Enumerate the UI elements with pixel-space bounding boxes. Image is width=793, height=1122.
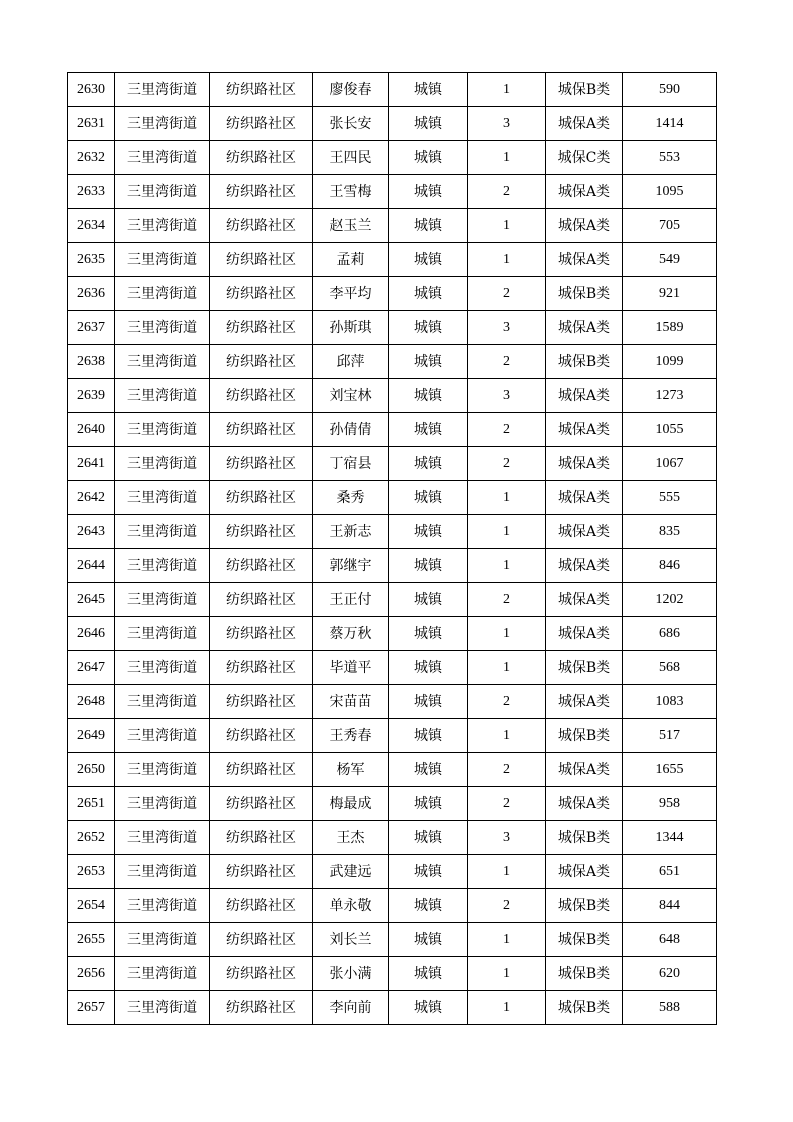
subsidy-table xyxy=(67,72,717,1025)
row-number-cell: 2641 xyxy=(68,447,115,481)
street-cell: 三里湾街道 xyxy=(115,787,210,821)
household-size-cell: 1 xyxy=(468,617,546,651)
person-name-cell: 孙倩倩 xyxy=(313,413,389,447)
community-cell: 纺织路社区 xyxy=(210,753,313,787)
community-cell: 纺织路社区 xyxy=(210,447,313,481)
community-cell: 纺织路社区 xyxy=(210,923,313,957)
area-type-cell: 城镇 xyxy=(389,821,468,855)
person-name-cell: 单永敬 xyxy=(313,889,389,923)
community-cell: 纺织路社区 xyxy=(210,345,313,379)
table-row xyxy=(68,991,717,1025)
category-cell: 城保C类 xyxy=(546,141,623,175)
area-type-cell: 城镇 xyxy=(389,855,468,889)
household-size-cell: 2 xyxy=(468,413,546,447)
amount-cell: 588 xyxy=(623,991,717,1025)
area-type-cell: 城镇 xyxy=(389,73,468,107)
street-cell: 三里湾街道 xyxy=(115,719,210,753)
area-type-cell: 城镇 xyxy=(389,583,468,617)
category-cell: 城保B类 xyxy=(546,821,623,855)
row-number-cell: 2656 xyxy=(68,957,115,991)
table-row xyxy=(68,685,717,719)
category-cell: 城保A类 xyxy=(546,175,623,209)
area-type-cell: 城镇 xyxy=(389,447,468,481)
person-name-cell: 郭继宇 xyxy=(313,549,389,583)
street-cell: 三里湾街道 xyxy=(115,413,210,447)
street-cell: 三里湾街道 xyxy=(115,243,210,277)
category-cell: 城保B类 xyxy=(546,719,623,753)
row-number-cell: 2643 xyxy=(68,515,115,549)
category-cell: 城保A类 xyxy=(546,583,623,617)
street-cell: 三里湾街道 xyxy=(115,141,210,175)
document-page xyxy=(67,72,717,1025)
community-cell: 纺织路社区 xyxy=(210,277,313,311)
household-size-cell: 1 xyxy=(468,991,546,1025)
category-cell: 城保A类 xyxy=(546,107,623,141)
table-row xyxy=(68,719,717,753)
person-name-cell: 王雪梅 xyxy=(313,175,389,209)
category-cell: 城保B类 xyxy=(546,651,623,685)
household-size-cell: 2 xyxy=(468,685,546,719)
area-type-cell: 城镇 xyxy=(389,311,468,345)
person-name-cell: 李向前 xyxy=(313,991,389,1025)
street-cell: 三里湾街道 xyxy=(115,379,210,413)
community-cell: 纺织路社区 xyxy=(210,855,313,889)
category-cell: 城保B类 xyxy=(546,923,623,957)
table-row xyxy=(68,107,717,141)
street-cell: 三里湾街道 xyxy=(115,617,210,651)
area-type-cell: 城镇 xyxy=(389,991,468,1025)
amount-cell: 958 xyxy=(623,787,717,821)
person-name-cell: 梅最成 xyxy=(313,787,389,821)
person-name-cell: 王正付 xyxy=(313,583,389,617)
category-cell: 城保B类 xyxy=(546,345,623,379)
row-number-cell: 2636 xyxy=(68,277,115,311)
table-row xyxy=(68,549,717,583)
household-size-cell: 1 xyxy=(468,73,546,107)
household-size-cell: 1 xyxy=(468,855,546,889)
row-number-cell: 2640 xyxy=(68,413,115,447)
street-cell: 三里湾街道 xyxy=(115,107,210,141)
community-cell: 纺织路社区 xyxy=(210,719,313,753)
row-number-cell: 2635 xyxy=(68,243,115,277)
household-size-cell: 3 xyxy=(468,107,546,141)
household-size-cell: 1 xyxy=(468,957,546,991)
amount-cell: 1414 xyxy=(623,107,717,141)
community-cell: 纺织路社区 xyxy=(210,821,313,855)
community-cell: 纺织路社区 xyxy=(210,787,313,821)
amount-cell: 835 xyxy=(623,515,717,549)
household-size-cell: 2 xyxy=(468,345,546,379)
person-name-cell: 张长安 xyxy=(313,107,389,141)
row-number-cell: 2648 xyxy=(68,685,115,719)
table-row xyxy=(68,583,717,617)
person-name-cell: 王四民 xyxy=(313,141,389,175)
person-name-cell: 廖俊春 xyxy=(313,73,389,107)
area-type-cell: 城镇 xyxy=(389,719,468,753)
household-size-cell: 2 xyxy=(468,175,546,209)
household-size-cell: 1 xyxy=(468,515,546,549)
category-cell: 城保A类 xyxy=(546,379,623,413)
table-row xyxy=(68,481,717,515)
amount-cell: 517 xyxy=(623,719,717,753)
person-name-cell: 杨军 xyxy=(313,753,389,787)
person-name-cell: 邱萍 xyxy=(313,345,389,379)
amount-cell: 846 xyxy=(623,549,717,583)
community-cell: 纺织路社区 xyxy=(210,379,313,413)
person-name-cell: 孟莉 xyxy=(313,243,389,277)
amount-cell: 568 xyxy=(623,651,717,685)
table-row xyxy=(68,923,717,957)
area-type-cell: 城镇 xyxy=(389,209,468,243)
row-number-cell: 2637 xyxy=(68,311,115,345)
community-cell: 纺织路社区 xyxy=(210,583,313,617)
category-cell: 城保A类 xyxy=(546,515,623,549)
community-cell: 纺织路社区 xyxy=(210,889,313,923)
area-type-cell: 城镇 xyxy=(389,753,468,787)
community-cell: 纺织路社区 xyxy=(210,617,313,651)
table-row xyxy=(68,753,717,787)
category-cell: 城保A类 xyxy=(546,549,623,583)
amount-cell: 844 xyxy=(623,889,717,923)
person-name-cell: 孙斯琪 xyxy=(313,311,389,345)
amount-cell: 1202 xyxy=(623,583,717,617)
category-cell: 城保A类 xyxy=(546,753,623,787)
amount-cell: 1655 xyxy=(623,753,717,787)
street-cell: 三里湾街道 xyxy=(115,481,210,515)
area-type-cell: 城镇 xyxy=(389,617,468,651)
community-cell: 纺织路社区 xyxy=(210,175,313,209)
category-cell: 城保B类 xyxy=(546,889,623,923)
row-number-cell: 2654 xyxy=(68,889,115,923)
street-cell: 三里湾街道 xyxy=(115,549,210,583)
community-cell: 纺织路社区 xyxy=(210,243,313,277)
row-number-cell: 2650 xyxy=(68,753,115,787)
row-number-cell: 2655 xyxy=(68,923,115,957)
household-size-cell: 1 xyxy=(468,651,546,685)
row-number-cell: 2630 xyxy=(68,73,115,107)
amount-cell: 705 xyxy=(623,209,717,243)
street-cell: 三里湾街道 xyxy=(115,311,210,345)
category-cell: 城保B类 xyxy=(546,957,623,991)
area-type-cell: 城镇 xyxy=(389,277,468,311)
row-number-cell: 2639 xyxy=(68,379,115,413)
amount-cell: 1273 xyxy=(623,379,717,413)
area-type-cell: 城镇 xyxy=(389,345,468,379)
street-cell: 三里湾街道 xyxy=(115,991,210,1025)
street-cell: 三里湾街道 xyxy=(115,753,210,787)
street-cell: 三里湾街道 xyxy=(115,685,210,719)
row-number-cell: 2644 xyxy=(68,549,115,583)
community-cell: 纺织路社区 xyxy=(210,481,313,515)
person-name-cell: 王新志 xyxy=(313,515,389,549)
row-number-cell: 2652 xyxy=(68,821,115,855)
row-number-cell: 2657 xyxy=(68,991,115,1025)
area-type-cell: 城镇 xyxy=(389,923,468,957)
amount-cell: 1055 xyxy=(623,413,717,447)
area-type-cell: 城镇 xyxy=(389,685,468,719)
area-type-cell: 城镇 xyxy=(389,243,468,277)
table-row xyxy=(68,73,717,107)
category-cell: 城保A类 xyxy=(546,855,623,889)
area-type-cell: 城镇 xyxy=(389,787,468,821)
area-type-cell: 城镇 xyxy=(389,957,468,991)
row-number-cell: 2632 xyxy=(68,141,115,175)
household-size-cell: 1 xyxy=(468,141,546,175)
household-size-cell: 2 xyxy=(468,447,546,481)
street-cell: 三里湾街道 xyxy=(115,889,210,923)
community-cell: 纺织路社区 xyxy=(210,311,313,345)
row-number-cell: 2631 xyxy=(68,107,115,141)
row-number-cell: 2653 xyxy=(68,855,115,889)
household-size-cell: 1 xyxy=(468,549,546,583)
amount-cell: 1095 xyxy=(623,175,717,209)
table-row xyxy=(68,277,717,311)
person-name-cell: 毕道平 xyxy=(313,651,389,685)
person-name-cell: 桑秀 xyxy=(313,481,389,515)
street-cell: 三里湾街道 xyxy=(115,583,210,617)
household-size-cell: 2 xyxy=(468,583,546,617)
row-number-cell: 2649 xyxy=(68,719,115,753)
category-cell: 城保B类 xyxy=(546,991,623,1025)
amount-cell: 553 xyxy=(623,141,717,175)
amount-cell: 1083 xyxy=(623,685,717,719)
person-name-cell: 王杰 xyxy=(313,821,389,855)
amount-cell: 651 xyxy=(623,855,717,889)
person-name-cell: 丁宿县 xyxy=(313,447,389,481)
amount-cell: 648 xyxy=(623,923,717,957)
household-size-cell: 1 xyxy=(468,719,546,753)
amount-cell: 1589 xyxy=(623,311,717,345)
household-size-cell: 3 xyxy=(468,379,546,413)
row-number-cell: 2638 xyxy=(68,345,115,379)
household-size-cell: 2 xyxy=(468,889,546,923)
household-size-cell: 1 xyxy=(468,243,546,277)
table-row xyxy=(68,141,717,175)
area-type-cell: 城镇 xyxy=(389,107,468,141)
amount-cell: 686 xyxy=(623,617,717,651)
row-number-cell: 2646 xyxy=(68,617,115,651)
street-cell: 三里湾街道 xyxy=(115,209,210,243)
row-number-cell: 2634 xyxy=(68,209,115,243)
street-cell: 三里湾街道 xyxy=(115,447,210,481)
table-row xyxy=(68,345,717,379)
row-number-cell: 2651 xyxy=(68,787,115,821)
table-row xyxy=(68,957,717,991)
table-row xyxy=(68,787,717,821)
table-row xyxy=(68,447,717,481)
area-type-cell: 城镇 xyxy=(389,141,468,175)
category-cell: 城保A类 xyxy=(546,787,623,821)
household-size-cell: 2 xyxy=(468,277,546,311)
person-name-cell: 蔡万秋 xyxy=(313,617,389,651)
household-size-cell: 2 xyxy=(468,753,546,787)
amount-cell: 1344 xyxy=(623,821,717,855)
table-body xyxy=(68,73,717,1025)
category-cell: 城保A类 xyxy=(546,311,623,345)
area-type-cell: 城镇 xyxy=(389,379,468,413)
person-name-cell: 刘宝林 xyxy=(313,379,389,413)
community-cell: 纺织路社区 xyxy=(210,515,313,549)
person-name-cell: 刘长兰 xyxy=(313,923,389,957)
row-number-cell: 2647 xyxy=(68,651,115,685)
community-cell: 纺织路社区 xyxy=(210,685,313,719)
row-number-cell: 2642 xyxy=(68,481,115,515)
community-cell: 纺织路社区 xyxy=(210,73,313,107)
category-cell: 城保A类 xyxy=(546,617,623,651)
household-size-cell: 1 xyxy=(468,209,546,243)
street-cell: 三里湾街道 xyxy=(115,73,210,107)
area-type-cell: 城镇 xyxy=(389,889,468,923)
category-cell: 城保B类 xyxy=(546,73,623,107)
amount-cell: 549 xyxy=(623,243,717,277)
amount-cell: 1099 xyxy=(623,345,717,379)
area-type-cell: 城镇 xyxy=(389,549,468,583)
person-name-cell: 赵玉兰 xyxy=(313,209,389,243)
table-row xyxy=(68,617,717,651)
community-cell: 纺织路社区 xyxy=(210,651,313,685)
household-size-cell: 2 xyxy=(468,787,546,821)
category-cell: 城保A类 xyxy=(546,685,623,719)
community-cell: 纺织路社区 xyxy=(210,957,313,991)
street-cell: 三里湾街道 xyxy=(115,957,210,991)
household-size-cell: 3 xyxy=(468,821,546,855)
table-row xyxy=(68,175,717,209)
table-row xyxy=(68,515,717,549)
person-name-cell: 武建远 xyxy=(313,855,389,889)
person-name-cell: 李平均 xyxy=(313,277,389,311)
community-cell: 纺织路社区 xyxy=(210,209,313,243)
area-type-cell: 城镇 xyxy=(389,651,468,685)
street-cell: 三里湾街道 xyxy=(115,277,210,311)
amount-cell: 1067 xyxy=(623,447,717,481)
community-cell: 纺织路社区 xyxy=(210,141,313,175)
street-cell: 三里湾街道 xyxy=(115,345,210,379)
street-cell: 三里湾街道 xyxy=(115,515,210,549)
amount-cell: 620 xyxy=(623,957,717,991)
street-cell: 三里湾街道 xyxy=(115,175,210,209)
category-cell: 城保A类 xyxy=(546,209,623,243)
street-cell: 三里湾街道 xyxy=(115,651,210,685)
row-number-cell: 2633 xyxy=(68,175,115,209)
person-name-cell: 张小满 xyxy=(313,957,389,991)
household-size-cell: 1 xyxy=(468,481,546,515)
table-row xyxy=(68,651,717,685)
category-cell: 城保A类 xyxy=(546,481,623,515)
category-cell: 城保A类 xyxy=(546,447,623,481)
category-cell: 城保B类 xyxy=(546,277,623,311)
household-size-cell: 3 xyxy=(468,311,546,345)
amount-cell: 555 xyxy=(623,481,717,515)
area-type-cell: 城镇 xyxy=(389,175,468,209)
table-row xyxy=(68,379,717,413)
person-name-cell: 宋苗苗 xyxy=(313,685,389,719)
area-type-cell: 城镇 xyxy=(389,515,468,549)
category-cell: 城保A类 xyxy=(546,413,623,447)
table-row xyxy=(68,889,717,923)
row-number-cell: 2645 xyxy=(68,583,115,617)
street-cell: 三里湾街道 xyxy=(115,855,210,889)
table-row xyxy=(68,855,717,889)
area-type-cell: 城镇 xyxy=(389,481,468,515)
community-cell: 纺织路社区 xyxy=(210,413,313,447)
street-cell: 三里湾街道 xyxy=(115,821,210,855)
community-cell: 纺织路社区 xyxy=(210,107,313,141)
category-cell: 城保A类 xyxy=(546,243,623,277)
person-name-cell: 王秀春 xyxy=(313,719,389,753)
street-cell: 三里湾街道 xyxy=(115,923,210,957)
table-row xyxy=(68,821,717,855)
area-type-cell: 城镇 xyxy=(389,413,468,447)
table-row xyxy=(68,311,717,345)
table-row xyxy=(68,209,717,243)
amount-cell: 921 xyxy=(623,277,717,311)
community-cell: 纺织路社区 xyxy=(210,991,313,1025)
household-size-cell: 1 xyxy=(468,923,546,957)
table-row xyxy=(68,243,717,277)
community-cell: 纺织路社区 xyxy=(210,549,313,583)
table-row xyxy=(68,413,717,447)
amount-cell: 590 xyxy=(623,73,717,107)
